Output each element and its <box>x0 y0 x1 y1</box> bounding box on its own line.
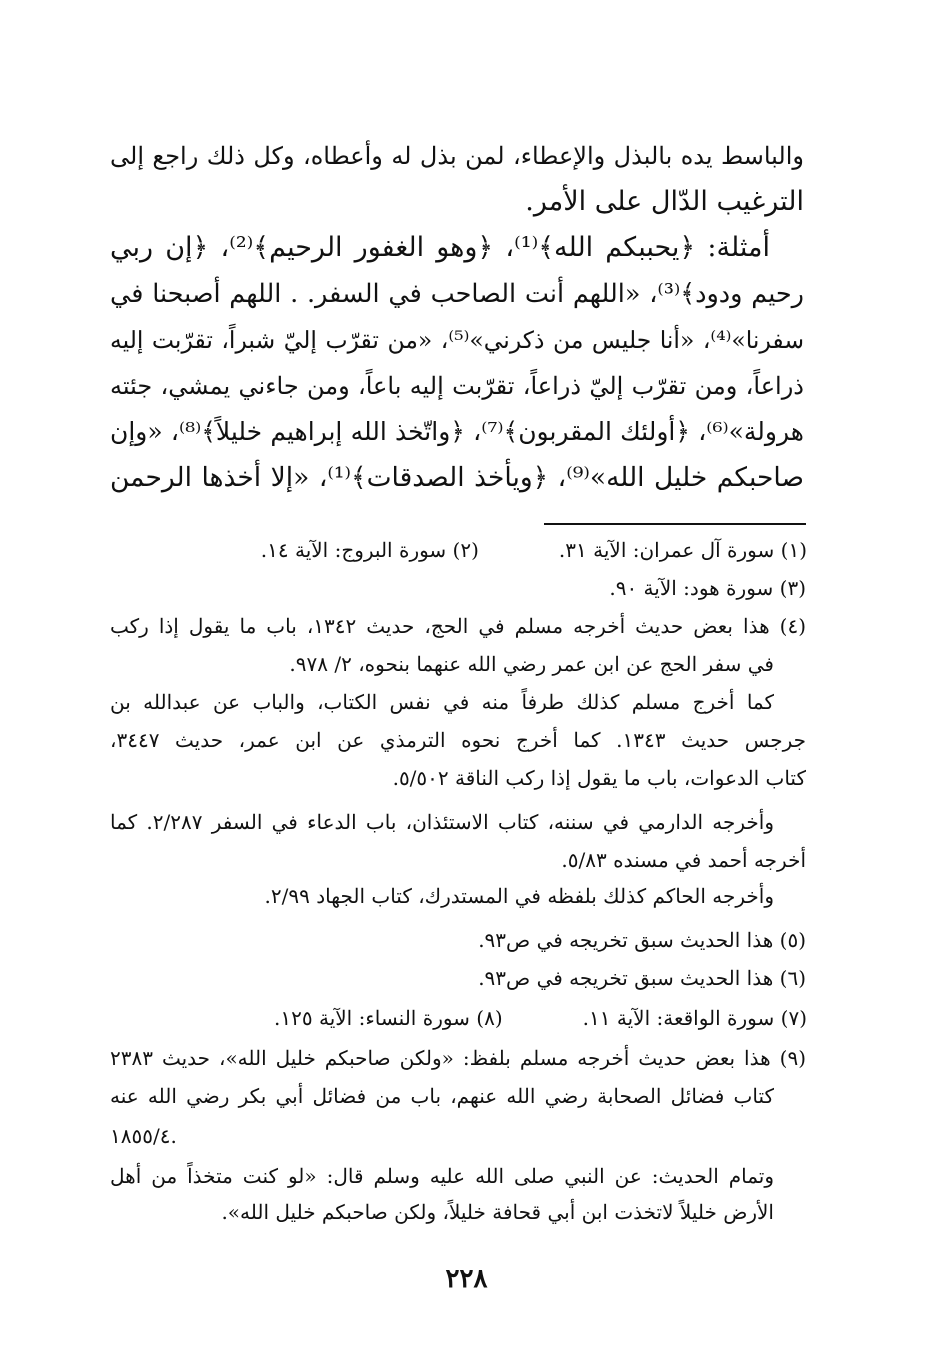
footnote-4-line-1: (٤) هذا بعض حديث أخرجه مسلم في الحج، حديث ١٣٤٢، باب ما يقول إذا ركب <box>110 614 806 638</box>
body-line-4: رحيم ودود﴾⁽³⁾، «اللهم أنت الصاحب في السفر. . اللهم أصبحنا في <box>110 279 804 309</box>
footnote-9-line-5: الأرض خليلاً لاتخذت ابن أبي قحافة خليلاً، ولكن صاحبكم خليل الله». <box>221 1200 774 1224</box>
footnote-8: (٨) سورة النساء: الآية ١٢٥. <box>274 1006 503 1030</box>
footnote-4-line-4: جرجس حديث ١٣٤٣. كما أخرج نحوه الترمذي عن ابن عمر، حديث ٣٤٤٧، <box>110 728 806 752</box>
footnote-6: (٦) هذا الحديث سبق تخريجه في ص٩٣. <box>478 966 806 990</box>
footnote-4-line-8: وأخرجه الحاكم كذلك بلفظه في المستدرك، كتاب الجهاد ٢/٩٩. <box>264 884 774 908</box>
footnote-4-line-3: كما أخرج مسلم كذلك طرفاً منه في نفس الكتاب، والباب عن عبدالله بن <box>110 690 774 714</box>
footnote-4-line-6: وأخرجه الدارمي في سننه، كتاب الاستئذان، باب الدعاء في السفر ٢/٢٨٧. كما <box>110 810 774 834</box>
footnote-4-line-5: كتاب الدعوات، باب ما يقول إذا ركب الناقة ٥/٥٠٢. <box>392 766 806 790</box>
body-line-1: والباسط يده بالبذل والإعطاء، لمن بذل له وأعطاه، وكل ذلك راجع إلى <box>110 142 804 170</box>
footnote-4-line-7: أخرجه أحمد في مسنده ٥/٨٣. <box>561 848 806 872</box>
footnote-9-line-4: وتمام الحديث: عن النبي صلى الله عليه وسلم قال: «لو كنت متخذاً من أهل <box>110 1164 774 1188</box>
footnote-1: (١) سورة آل عمران: الآية ٣١. <box>558 538 807 562</box>
body-line-7: هرولة»⁽⁶⁾، ﴿أولئك المقربون﴾⁽⁷⁾، ﴿واتّخذ الله إبراهيم خليلاً﴾⁽⁸⁾، «وإن <box>110 417 804 446</box>
body-line-5: سفرنا»⁽⁴⁾، «أنا جليس من ذكرني»⁽⁵⁾، «من تقرّب إليّ شبراً، تقرّبت إليه <box>110 326 804 354</box>
footnote-9-line-3: ١٨٥٥/٤. <box>110 1124 177 1148</box>
footnote-separator <box>544 523 806 525</box>
page-number: ٢٢٨ <box>445 1264 488 1294</box>
footnote-row-7-8 <box>274 1002 807 1034</box>
body-line-8: صاحبكم خليل الله»⁽⁹⁾، ﴿ويأخذ الصدقات﴾⁽¹⁾، «إلا أخذها الرحمن <box>110 462 804 493</box>
body-line-2: الترغيب الدّال على الأمر. <box>525 186 804 217</box>
footnote-4-line-2: في سفر الحج عن ابن عمر رضي الله عنهما بنحوه، ٢/ ٩٧٨. <box>289 652 774 676</box>
footnote-9-line-2: كتاب فضائل الصحابة رضي الله عنهم، باب من فضائل أبي بكر رضي الله عنه <box>110 1084 774 1108</box>
body-line-6: ذراعاً، ومن تقرّب إليّ ذراعاً، تقرّبت إليه باعاً، ومن جاءني يمشي، جئته <box>110 372 804 400</box>
body-line-3: أمثلة: ﴿يحببكم الله﴾⁽¹⁾، ﴿وهو الغفور الرحيم﴾⁽²⁾، ﴿إن ربي <box>110 232 770 263</box>
footnote-2: (٢) سورة البروج: الآية ١٤. <box>260 538 479 562</box>
footnote-row-1-2 <box>261 534 807 566</box>
footnote-7: (٧) سورة الواقعة: الآية ١١. <box>582 1006 807 1030</box>
footnote-5: (٥) هذا الحديث سبق تخريجه في ص٩٣. <box>478 928 806 952</box>
footnote-3: (٣) سورة هود: الآية ٩٠. <box>609 576 806 600</box>
footnote-9-line-1: (٩) هذا بعض حديث أخرجه مسلم بلفظ: «ولكن صاحبكم خليل الله»، حديث ٢٣٨٣ <box>110 1046 806 1070</box>
